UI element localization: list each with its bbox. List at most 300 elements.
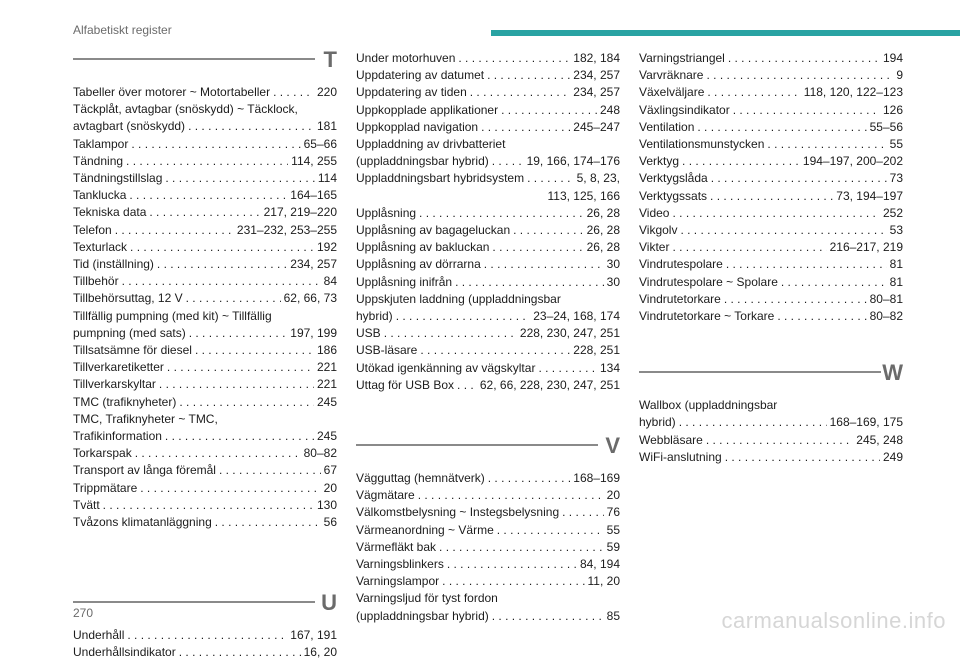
index-section xyxy=(639,50,903,325)
entry-line xyxy=(356,222,620,239)
entry-pages: 216–217, 219 xyxy=(829,240,903,255)
entry-line xyxy=(639,449,903,466)
index-entry xyxy=(356,325,620,342)
entry-line xyxy=(356,325,620,342)
entry-line xyxy=(639,84,903,101)
entry-term-line: Wallbox (uppladdningsbar xyxy=(639,398,778,413)
dot-leader xyxy=(513,222,584,239)
index-entry xyxy=(639,188,903,205)
dot-leader xyxy=(781,274,887,291)
dot-leader xyxy=(447,556,577,573)
index-section-u xyxy=(73,590,337,661)
entry-line xyxy=(356,573,620,590)
index-entry xyxy=(639,291,903,308)
index-entry xyxy=(73,187,337,204)
entry-pages: 80–82 xyxy=(869,309,903,324)
dot-leader xyxy=(419,205,584,222)
entry-term: Ventilationsmunstycken xyxy=(639,137,765,152)
dot-leader xyxy=(733,102,880,119)
entry-term: Uppkopplad navigation xyxy=(356,119,479,134)
section-rule xyxy=(639,371,881,373)
entry-pages: 53 xyxy=(889,223,903,238)
entry-pages: 194 xyxy=(882,51,903,65)
entry-pages: 217, 219–220 xyxy=(263,205,337,220)
index-column-1 xyxy=(73,47,337,662)
entry-line xyxy=(73,325,337,342)
index-entry xyxy=(639,239,903,256)
index-entry xyxy=(639,119,903,136)
entry-line xyxy=(356,377,620,394)
entry-pages: 56 xyxy=(323,515,337,530)
index-entry xyxy=(73,359,337,376)
index-entry xyxy=(356,84,620,101)
entry-pages: 182, 184 xyxy=(573,51,620,65)
entry-line xyxy=(356,342,620,359)
index-entry xyxy=(73,445,337,462)
entry-line xyxy=(639,67,903,84)
entry-pages: 228, 230, 247, 251 xyxy=(519,326,620,341)
dot-leader xyxy=(706,432,853,449)
dot-leader xyxy=(179,644,301,661)
entry-line xyxy=(356,539,620,556)
entry-pages: 234, 257 xyxy=(573,68,620,83)
entry-line xyxy=(356,608,620,625)
entry-line xyxy=(356,205,620,222)
entry-term: Tillverkaretiketter xyxy=(73,360,164,375)
dot-leader xyxy=(458,50,570,67)
entry-pages: 114, 255 xyxy=(291,153,337,168)
index-entry xyxy=(73,497,337,514)
index-entry xyxy=(73,394,337,411)
entry-line xyxy=(73,222,337,239)
entry-line xyxy=(356,556,620,573)
index-entry xyxy=(639,102,903,119)
entry-line xyxy=(73,204,337,221)
entry-term: pumpning (med sats) xyxy=(73,325,186,340)
dot-leader xyxy=(697,119,866,136)
entry-line xyxy=(639,274,903,291)
index-entry xyxy=(639,432,903,449)
entry-line xyxy=(639,239,903,256)
entry-term: Varningsblinkers xyxy=(356,557,444,572)
dot-leader xyxy=(728,50,880,67)
dot-leader xyxy=(470,84,571,101)
dot-leader xyxy=(492,608,604,625)
dot-leader xyxy=(159,376,314,393)
index-entry xyxy=(639,205,903,222)
entry-line xyxy=(356,360,620,377)
section-letter: V xyxy=(605,433,620,459)
entry-term-line: Täckplåt, avtagbar (snöskydd) ~ Täcklock, xyxy=(73,102,298,117)
entry-line xyxy=(73,290,337,307)
dot-leader xyxy=(126,153,288,170)
entry-term: Uppdatering av tiden xyxy=(356,85,467,100)
entry-term: Välkomstbelysning ~ Instegsbelysning xyxy=(356,505,560,520)
index-entry xyxy=(639,67,903,84)
entry-term: Växelväljare xyxy=(639,85,705,100)
dot-leader xyxy=(777,308,866,325)
index-entry xyxy=(356,377,620,394)
entry-pages: 168–169 xyxy=(573,471,620,486)
section-letter: U xyxy=(321,590,337,616)
index-entry xyxy=(639,308,903,325)
section-heading xyxy=(73,590,337,623)
entry-term: TMC (trafiknyheter) xyxy=(73,394,177,409)
entry-term: Under motorhuven xyxy=(356,51,456,65)
entry-term: Vindrutespolare ~ Spolare xyxy=(639,274,778,289)
entry-line xyxy=(356,487,620,504)
entry-line xyxy=(639,188,903,205)
section-rule xyxy=(73,601,315,603)
dot-leader xyxy=(672,239,826,256)
entry-term: Uttag för USB Box xyxy=(356,377,455,392)
entry-pages: 81 xyxy=(889,257,903,272)
index-entry xyxy=(639,136,903,153)
dot-leader xyxy=(127,627,287,644)
index-section xyxy=(356,50,620,394)
entry-pages: 20 xyxy=(606,488,620,503)
dot-leader xyxy=(384,325,517,342)
index-entry xyxy=(356,470,620,487)
section-heading xyxy=(639,360,903,393)
index-entry xyxy=(356,136,620,170)
entry-pages: 80–81 xyxy=(869,291,903,306)
dot-leader xyxy=(149,204,260,221)
entry-line xyxy=(356,170,620,187)
index-entry xyxy=(73,290,337,307)
entry-term: Trafikinformation xyxy=(73,429,162,444)
index-entry xyxy=(73,239,337,256)
index-entry xyxy=(73,514,337,531)
index-entry xyxy=(639,222,903,239)
entry-pages: 55 xyxy=(889,137,903,152)
dot-leader xyxy=(497,522,604,539)
entry-term: Varvräknare xyxy=(639,68,704,83)
entry-pages: 194–197, 200–202 xyxy=(802,154,903,169)
entry-line xyxy=(639,205,903,222)
index-entry xyxy=(73,136,337,153)
entry-term: Verktyg xyxy=(639,154,680,169)
entry-term: Texturlack xyxy=(73,239,128,254)
dot-leader xyxy=(679,414,827,431)
index-entry xyxy=(73,153,337,170)
entry-term: Varningslampor xyxy=(356,574,440,589)
index-entry xyxy=(73,84,337,101)
entry-line xyxy=(639,102,903,119)
entry-pages-continued: 113, 125, 166 xyxy=(547,188,620,203)
entry-line xyxy=(356,504,620,521)
entry-term: WiFi-anslutning xyxy=(639,449,722,464)
entry-term: Trippmätare xyxy=(73,480,138,495)
index-entry xyxy=(356,222,620,239)
dot-leader xyxy=(215,514,321,531)
entry-term: Uppdatering av datumet xyxy=(356,68,485,83)
entry-pages: 248 xyxy=(599,102,620,117)
dot-leader xyxy=(527,170,574,187)
index-entry xyxy=(73,308,337,342)
entry-pages: 118, 120, 122–123 xyxy=(803,85,903,100)
index-entry xyxy=(356,274,620,291)
index-entry xyxy=(356,50,620,67)
index-entry xyxy=(356,342,620,359)
entry-term: Tändning xyxy=(73,153,124,168)
dot-leader xyxy=(725,449,880,466)
entry-pages: 85 xyxy=(606,608,620,623)
entry-line xyxy=(73,394,337,411)
index-entry xyxy=(356,522,620,539)
entry-pages: 245 xyxy=(316,394,337,409)
index-entry xyxy=(639,256,903,273)
entry-term: Underhållsindikator xyxy=(73,645,176,660)
dot-leader xyxy=(131,136,300,153)
dot-leader xyxy=(442,573,584,590)
dot-leader xyxy=(457,377,477,394)
index-entry xyxy=(73,342,337,359)
entry-line xyxy=(73,627,337,644)
index-entry xyxy=(356,205,620,222)
entry-pages: 11, 20 xyxy=(587,574,620,589)
entry-line xyxy=(639,222,903,239)
entry-term: Transport av långa föremål xyxy=(73,463,216,478)
entry-line xyxy=(73,170,337,187)
entry-pages: 30 xyxy=(606,274,620,289)
entry-line xyxy=(73,136,337,153)
entry-pages: 76 xyxy=(606,505,620,520)
entry-line xyxy=(73,644,337,661)
entry-line xyxy=(73,273,337,290)
dot-leader xyxy=(492,153,524,170)
entry-line xyxy=(639,308,903,325)
entry-pages: 26, 28 xyxy=(586,240,620,255)
entry-pages: 55–56 xyxy=(869,119,903,134)
entry-term: Värmefläkt bak xyxy=(356,539,437,554)
index-entry xyxy=(73,644,337,661)
dot-leader xyxy=(420,342,570,359)
entry-pages: 228, 251 xyxy=(573,343,620,358)
dot-leader xyxy=(195,342,314,359)
entry-pages: 20 xyxy=(323,480,337,495)
entry-term: Upplåsning av bakluckan xyxy=(356,240,490,255)
index-entry xyxy=(73,627,337,644)
entry-pages: 84, 194 xyxy=(579,557,620,572)
entry-pages: 192 xyxy=(316,239,337,254)
entry-term: Tvätt xyxy=(73,497,100,512)
index-entry xyxy=(639,449,903,466)
entry-pages: 134 xyxy=(599,360,620,375)
entry-pages: 65–66 xyxy=(303,136,337,151)
entry-pages: 30 xyxy=(606,257,620,272)
entry-line xyxy=(73,118,337,135)
entry-pages: 245, 248 xyxy=(856,432,903,447)
entry-term: Värmeanordning ~ Värme xyxy=(356,522,494,537)
index-column-3 xyxy=(639,50,903,466)
index-entry xyxy=(639,153,903,170)
entry-line xyxy=(73,256,337,273)
entry-term: Upplåsning inifrån xyxy=(356,274,453,289)
index-entry xyxy=(639,84,903,101)
entry-term: hybrid) xyxy=(639,415,676,430)
entry-line xyxy=(639,170,903,187)
entry-term-line: Uppladdning av drivbatteriet xyxy=(356,137,506,152)
entry-term: Tvåzons klimatanläggning xyxy=(73,515,212,530)
entry-line xyxy=(73,359,337,376)
entry-line xyxy=(73,187,337,204)
index-entry xyxy=(356,487,620,504)
dot-leader xyxy=(481,119,570,136)
entry-term: (uppladdningsbar hybrid) xyxy=(356,608,489,623)
index-entry xyxy=(356,239,620,256)
dot-leader xyxy=(167,359,314,376)
dot-leader xyxy=(165,170,314,187)
index-column-2 xyxy=(356,50,620,625)
dot-leader xyxy=(501,102,597,119)
header-accent-bar xyxy=(491,30,960,36)
entry-line xyxy=(356,153,620,170)
index-entry xyxy=(639,274,903,291)
entry-term: Tabeller över motorer ~ Motortabeller xyxy=(73,85,271,99)
entry-line xyxy=(73,514,337,531)
entry-line xyxy=(73,239,337,256)
entry-pages: 245 xyxy=(316,429,337,444)
entry-term: Vindrutetorkare ~ Torkare xyxy=(639,309,775,324)
dot-leader xyxy=(129,187,287,204)
dot-leader xyxy=(122,273,321,290)
dot-leader xyxy=(711,170,887,187)
entry-line xyxy=(73,445,337,462)
entry-term: Tillverkarskyltar xyxy=(73,377,156,392)
index-entry xyxy=(73,101,337,135)
entry-pages: 26, 28 xyxy=(586,223,620,238)
entry-pages: 16, 20 xyxy=(303,645,337,660)
entry-pages: 197, 199 xyxy=(290,325,337,340)
dot-leader xyxy=(140,480,320,497)
index-entry xyxy=(356,119,620,136)
index-entry xyxy=(356,256,620,273)
entry-pages: 23–24, 168, 174 xyxy=(533,309,620,324)
entry-pages: 114 xyxy=(317,171,337,186)
entry-term: Telefon xyxy=(73,222,112,237)
entry-term: Vikgolv xyxy=(639,223,678,238)
entry-line xyxy=(73,376,337,393)
index-entry xyxy=(73,222,337,239)
index-entry xyxy=(73,170,337,187)
entry-pages: 220 xyxy=(316,85,337,99)
dot-leader xyxy=(189,325,288,342)
entry-line xyxy=(356,102,620,119)
entry-line xyxy=(639,432,903,449)
dot-leader xyxy=(273,84,314,101)
index-entry xyxy=(639,170,903,187)
dot-leader xyxy=(682,153,800,170)
entry-line xyxy=(356,239,620,256)
dot-leader xyxy=(484,256,604,273)
entry-pages: 164–165 xyxy=(290,188,337,203)
entry-pages: 84 xyxy=(323,274,337,289)
entry-term: Verktygslåda xyxy=(639,171,708,186)
dot-leader xyxy=(219,462,321,479)
entry-line xyxy=(356,308,620,325)
entry-term: Vindrutetorkare xyxy=(639,291,721,306)
entry-pages: 81 xyxy=(889,274,903,289)
entry-pages: 73, 194–197 xyxy=(836,188,903,203)
dot-leader xyxy=(724,291,867,308)
entry-pages: 181 xyxy=(316,119,337,134)
index-entry xyxy=(356,539,620,556)
entry-term: Tillbehörsuttag, 12 V xyxy=(73,291,183,306)
entry-line xyxy=(356,119,620,136)
index-entry xyxy=(356,360,620,377)
entry-line xyxy=(73,153,337,170)
entry-pages: 26, 28 xyxy=(586,205,620,220)
entry-pages: 80–82 xyxy=(303,446,337,461)
entry-term: Växlingsindikator xyxy=(639,102,730,117)
entry-pages: 167, 191 xyxy=(290,628,337,643)
index-entry xyxy=(356,590,620,624)
header-title: Alfabetiskt register xyxy=(73,23,172,37)
index-entry xyxy=(73,204,337,221)
entry-pages: 62, 66, 73 xyxy=(283,291,337,306)
index-section-w xyxy=(639,360,903,466)
dot-leader xyxy=(680,222,886,239)
entry-pages: 245–247 xyxy=(573,119,620,134)
entry-pages: 5, 8, 23, xyxy=(576,171,620,186)
entry-term: Webbläsare xyxy=(639,432,703,447)
entry-line xyxy=(73,84,337,101)
index-entry xyxy=(73,256,337,273)
entry-pages: 221 xyxy=(316,377,337,392)
entry-term: USB-läsare xyxy=(356,343,418,358)
entry-term: Tändningstillslag xyxy=(73,171,163,186)
section-rule xyxy=(73,58,315,60)
entry-pages: 59 xyxy=(606,539,620,554)
dot-leader xyxy=(488,470,571,487)
page-header xyxy=(0,0,960,44)
entry-pages: 62, 66, 228, 230, 247, 251 xyxy=(479,377,620,392)
entry-term: Tekniska data xyxy=(73,205,147,220)
index-entry xyxy=(356,291,620,325)
entry-line xyxy=(73,462,337,479)
entry-term: avtagbart (snöskydd) xyxy=(73,119,186,134)
entry-pages: 126 xyxy=(882,102,903,117)
dot-leader xyxy=(157,256,287,273)
entry-term: Taklampor xyxy=(73,136,129,151)
entry-term-line: Uppskjuten laddning (uppladdningsbar xyxy=(356,291,561,306)
index-entry xyxy=(639,397,903,431)
dot-leader xyxy=(165,428,314,445)
dot-leader xyxy=(707,84,800,101)
entry-line xyxy=(639,291,903,308)
entry-pages: 19, 166, 174–176 xyxy=(526,154,620,169)
entry-term: Utökad igenkänning av vägskyltar xyxy=(356,360,536,375)
dot-leader xyxy=(538,360,597,377)
section-heading xyxy=(356,433,620,466)
entry-term: Upplåsning av dörrarna xyxy=(356,257,481,272)
entry-line xyxy=(356,256,620,273)
index-entry xyxy=(356,170,620,204)
entry-pages: 221 xyxy=(316,360,337,375)
entry-pages: 130 xyxy=(316,497,337,512)
entry-term: Ventilation xyxy=(639,119,695,134)
dot-leader xyxy=(135,445,301,462)
dot-leader xyxy=(115,222,234,239)
entry-term: Tanklucka xyxy=(73,188,127,203)
dot-leader xyxy=(492,239,583,256)
entry-term: Upplåsning xyxy=(356,205,417,220)
entry-term: Uppkopplade applikationer xyxy=(356,102,499,117)
entry-term: Verktygssats xyxy=(639,188,708,203)
watermark: carmanualsonline.info xyxy=(721,608,946,633)
dot-leader xyxy=(710,188,833,205)
